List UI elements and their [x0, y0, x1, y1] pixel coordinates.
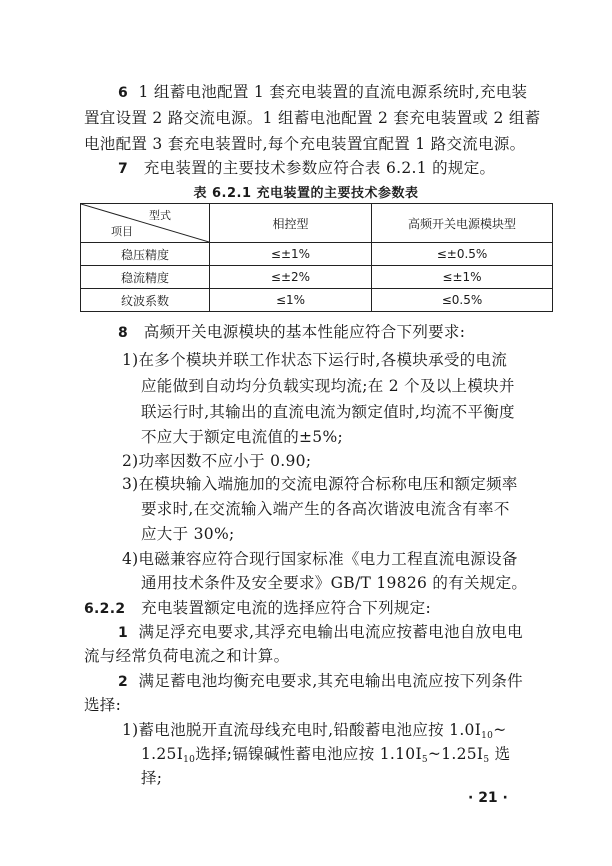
table-cell: ≤±1%: [210, 243, 372, 266]
item-2-sub-1-line-1: [122, 720, 507, 746]
paragraph-6-number: 6: [118, 85, 129, 101]
spec-table: [80, 203, 553, 312]
paragraph-8: [118, 322, 465, 343]
requirement-1-line-3: 联运行时,其输出的直流电流为额定值时,均流不平衡度: [141, 403, 515, 421]
table-row: [81, 266, 553, 289]
item-2-line-1: [118, 671, 523, 692]
sub-1-text-b: ~: [493, 721, 507, 739]
item-2-sub-1-line-2: [141, 744, 510, 770]
header-type-label: 型式: [149, 209, 171, 222]
row-item-ripple-factor: 纹波系数: [81, 289, 210, 312]
sub-1-line-2-c: ~1.25I: [427, 745, 484, 763]
paragraph-6-line-2: 置宜设置 2 路交流电源。1 组蓄电池配置 2 套充电装置或 2 组蓄: [84, 109, 541, 127]
item-1-line-1: [118, 622, 523, 643]
table-row: [81, 289, 553, 312]
requirement-2: 2)功率因数不应小于 0.90;: [122, 452, 312, 470]
header-item-label: 项目: [111, 225, 133, 238]
requirement-1-line-2: 应能做到自动均分负载实现均流;在 2 个及以上模块并: [141, 377, 515, 395]
item-2-line-2: 选择:: [84, 696, 122, 714]
row-item-voltage-accuracy: 稳压精度: [81, 243, 210, 266]
table-caption: 表 6.2.1 充电装置的主要技术参数表: [193, 186, 419, 201]
subscript: 10: [183, 755, 196, 765]
requirement-4-line-1: 4)电磁兼容应符合现行国家标准《电力工程直流电源设备: [122, 550, 518, 568]
sub-1-line-2-a: 1.25I: [141, 745, 184, 763]
requirement-4-line-2: 通用技术条件及安全要求》GB/T 19826 的有关规定。: [141, 574, 528, 592]
requirement-3-line-3: 应大于 30%;: [141, 525, 235, 543]
table-cell: ≤±2%: [210, 266, 372, 289]
paragraph-7: [118, 158, 495, 179]
subscript: 10: [481, 731, 494, 741]
sub-1-line-2-d: 选: [489, 745, 511, 763]
paragraph-8-text: 高频开关电源模块的基本性能应符合下列要求:: [143, 323, 466, 341]
paragraph-6-line-3: 电池配置 3 套充电装置时,每个充电装置宜配置 1 路交流电源。: [84, 135, 526, 153]
sub-1-line-2-b: 选择;镉镍碱性蓄电池应按 1.10I: [195, 745, 422, 763]
item-2-number: 2: [118, 674, 129, 690]
page-number: · 21 ·: [468, 790, 508, 806]
section-number: 6.2.2: [84, 601, 126, 617]
paragraph-6-line-1: [118, 82, 527, 103]
table-row: [81, 243, 553, 266]
table-cell: ≤1%: [210, 289, 372, 312]
table-cell: ≤±1%: [372, 266, 553, 289]
table-cell: ≤±0.5%: [372, 243, 553, 266]
paragraph-7-number: 7: [118, 161, 129, 177]
item-1-text-1: 满足浮充电要求,其浮充电输出电流应按蓄电池自放电电: [138, 623, 523, 641]
requirement-3-line-2: 要求时,在交流输入端产生的各高次谐波电流含有率不: [141, 500, 510, 518]
subscript: 5: [421, 755, 428, 765]
item-2-sub-1-line-3: 择;: [141, 769, 163, 787]
subscript: 5: [483, 755, 490, 765]
column-header-hf-module: 高频开关电源模块型: [372, 204, 553, 243]
paragraph-7-text: 充电装置的主要技术参数应符合表 6.2.1 的规定。: [143, 159, 496, 177]
table-cell: ≤0.5%: [372, 289, 553, 312]
item-2-text-1: 满足蓄电池均衡充电要求,其充电输出电流应按下列条件: [138, 672, 523, 690]
paragraph-8-number: 8: [118, 325, 129, 341]
diagonal-line: [81, 204, 209, 242]
requirement-3-line-1: 3)在模块输入端施加的交流电源符合标称电压和额定频率: [122, 475, 518, 493]
item-1-number: 1: [118, 625, 129, 641]
table-diagonal-header: [81, 204, 210, 243]
section-text: 充电装置额定电流的选择应符合下列规定:: [141, 599, 431, 617]
row-item-current-accuracy: 稳流精度: [81, 266, 210, 289]
item-1-line-2: 流与经常负荷电流之和计算。: [84, 647, 290, 665]
table-header-row: [81, 204, 553, 243]
sub-1-text-a: 1)蓄电池脱开直流母线充电时,铅酸蓄电池应按 1.0I: [122, 721, 482, 739]
paragraph-6-text-1: 1 组蓄电池配置 1 套充电装置的直流电源系统时,充电装: [138, 83, 528, 101]
requirement-1-line-1: 1)在多个模块并联工作状态下运行时,各模块承受的电流: [122, 351, 508, 369]
section-6-2-2: [84, 598, 431, 619]
requirement-1-line-4: 不应大于额定电流值的±5%;: [141, 428, 343, 446]
column-header-phase-controlled: 相控型: [210, 204, 372, 243]
